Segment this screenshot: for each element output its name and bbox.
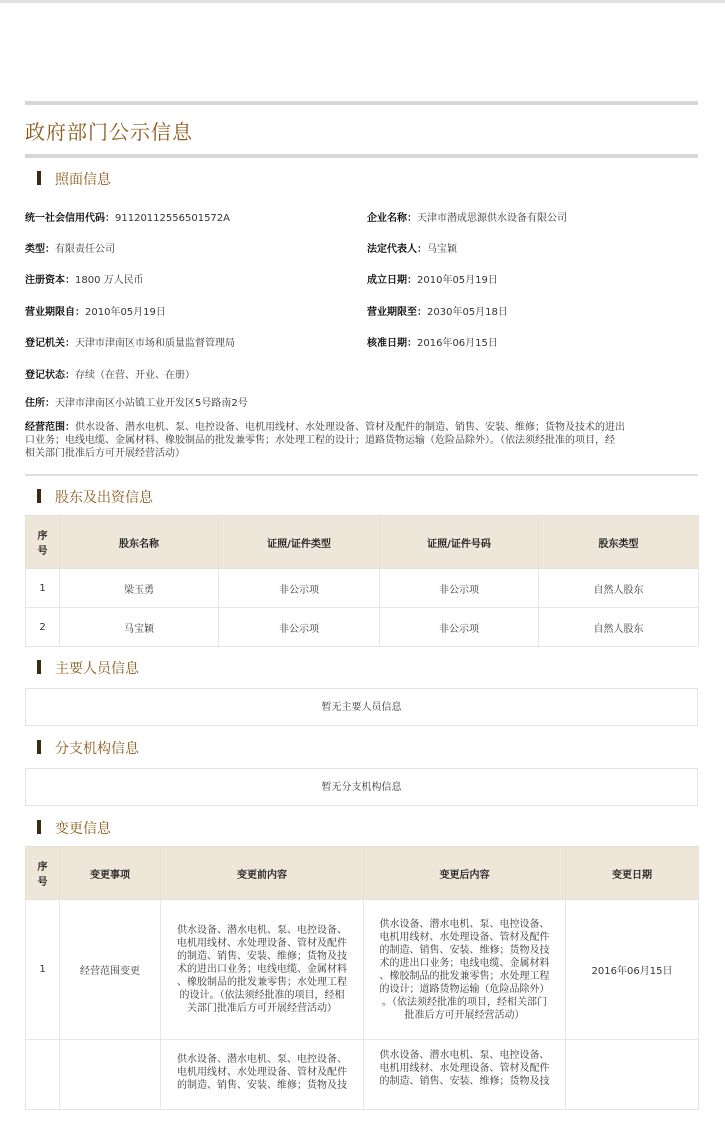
section-marker xyxy=(37,820,41,834)
table-row xyxy=(26,608,699,647)
header-no: 序号 xyxy=(26,847,60,900)
status-label: 登记状态： xyxy=(25,370,75,381)
term-start-value: 2010年05月19日 xyxy=(85,307,166,318)
section-marker xyxy=(37,171,41,185)
text-line: 供水设备、潜水电机、泵、电控设备、 xyxy=(379,918,550,930)
text-line: 电机用线材、水处理设备、管材及配件 xyxy=(379,1063,550,1074)
cell-date xyxy=(566,1040,699,1110)
cell-id-type: 非公示项 xyxy=(219,569,380,608)
legal-rep-field xyxy=(367,240,457,255)
text-line: 供水设备、潜水电机、泵、电控设备、 xyxy=(379,1050,550,1061)
text-line: 批准后方可开展经营活动） xyxy=(404,1009,525,1021)
header-after: 变更后内容 xyxy=(364,847,566,900)
cell-no xyxy=(26,1040,60,1110)
text-line: 电机用线材、水处理设备、管材及配件 xyxy=(379,931,550,943)
company-name-label: 企业名称： xyxy=(367,213,417,224)
address-field xyxy=(25,394,248,409)
scope-line-3: 相关部门批准后方可开展经营活动） xyxy=(25,448,185,459)
cell-no: 1 xyxy=(26,900,60,1040)
text-line: 的设计；道路货物运输（危险品除外） xyxy=(379,983,550,995)
approval-date-label: 核准日期： xyxy=(367,338,417,349)
company-name-value: 天津市潜成思源供水设备有限公司 xyxy=(417,213,567,224)
text-line: 的制造、销售、安装、维修；货物及技 xyxy=(379,1076,550,1087)
changes-table xyxy=(25,846,699,1110)
credit-code-value: 91120112556501572A xyxy=(115,213,230,224)
text-line: 的制造、销售、安装、维修；货物及技 xyxy=(177,1080,347,1091)
header-id-number: 证照/证件号码 xyxy=(380,516,539,569)
cell-item: 经营范围变更 xyxy=(60,900,161,1040)
cell-id-number: 非公示项 xyxy=(380,569,539,608)
before-content xyxy=(162,924,362,1015)
scope-line-1: 供水设备、潜水电机、泵、电控设备、电机用线材、水处理设备、管材及配件的制造、销售、安装、维修；货物及技术的进出 xyxy=(75,422,625,433)
text-line: 术的进出口业务；电线电缆、金属材料 xyxy=(177,964,347,975)
header-no: 序号 xyxy=(26,516,60,569)
cell-name: 梁玉勇 xyxy=(60,569,219,608)
cell-no: 1 xyxy=(26,569,60,608)
status-value: 存续（在营、开业、在册） xyxy=(75,370,195,381)
found-date-label: 成立日期： xyxy=(367,275,417,286)
authority-label: 登记机关： xyxy=(25,338,75,349)
section-marker xyxy=(37,489,41,503)
text-line: 供水设备、潜水电机、泵、电控设备、 xyxy=(177,925,347,936)
text-line: 术的进出口业务；电线电缆、金属材料 xyxy=(379,957,550,969)
section-marker xyxy=(37,740,41,754)
header-date: 变更日期 xyxy=(566,847,699,900)
found-date-value: 2010年05月19日 xyxy=(417,275,498,286)
term-start-label: 营业期限自： xyxy=(25,307,85,318)
header-item: 变更事项 xyxy=(60,847,161,900)
type-value: 有限责任公司 xyxy=(55,244,115,255)
cell-holder-type: 自然人股东 xyxy=(539,569,699,608)
type-field xyxy=(25,240,115,255)
approval-date-value: 2016年06月15日 xyxy=(417,338,498,349)
scope-line-2: 口业务；电线电缆、金属材料、橡胶制品的批发兼零售；水处理工程的设计；道路货物运输（危险品除外）。（依法须经批准的项目，经 xyxy=(25,435,615,446)
top-edge xyxy=(0,0,725,3)
address-value: 天津市津南区小站镇工业开发区5号路南2号 xyxy=(55,398,248,409)
header-before: 变更前内容 xyxy=(161,847,364,900)
credit-code-field xyxy=(25,209,230,224)
header-rule xyxy=(25,101,698,105)
shareholders-table xyxy=(25,515,699,647)
section-marker xyxy=(37,660,41,674)
cell-before xyxy=(161,1040,364,1110)
cell-id-type: 非公示项 xyxy=(219,608,380,647)
text-line: 。（依法须经批准的项目，经相关部门 xyxy=(382,996,547,1008)
cell-after xyxy=(364,1040,566,1110)
table-row xyxy=(26,900,699,1040)
type-label: 类型： xyxy=(25,244,55,255)
section-title: 分支机构信息 xyxy=(55,741,139,757)
section-title: 变更信息 xyxy=(55,821,111,837)
text-line: 电机用线材、水处理设备、管材及配件 xyxy=(177,1067,347,1078)
capital-value: 1800 万人民币 xyxy=(75,275,144,286)
text-line: 的制造、销售、安装、维修；货物及技 xyxy=(177,951,347,962)
after-content xyxy=(365,1041,564,1088)
branches-empty-message: 暂无分支机构信息 xyxy=(25,768,698,806)
section-divider xyxy=(25,474,698,476)
cell-holder-type: 自然人股东 xyxy=(539,608,699,647)
header-id-type: 证照/证件类型 xyxy=(219,516,380,569)
company-name-field xyxy=(367,209,567,224)
text-line: 的设计。（依法须经批准的项目，经相 xyxy=(179,990,345,1001)
scope-label: 经营范围： xyxy=(25,422,75,433)
cell-before xyxy=(161,900,364,1040)
after-content xyxy=(365,918,564,1022)
credit-code-label: 统一社会信用代码： xyxy=(25,213,115,224)
section-title: 股东及出资信息 xyxy=(55,490,153,506)
table-header-row xyxy=(26,847,699,900)
cell-id-number: 非公示项 xyxy=(380,608,539,647)
before-content xyxy=(162,1041,362,1092)
header-holder-type: 股东类型 xyxy=(539,516,699,569)
business-scope xyxy=(25,421,650,460)
authority-value: 天津市津南区市场和质量监督管理局 xyxy=(75,338,235,349)
capital-label: 注册资本： xyxy=(25,275,75,286)
table-row xyxy=(26,569,699,608)
found-date-field xyxy=(367,271,498,286)
approval-date-field xyxy=(367,334,498,349)
text-line: 电机用线材、水处理设备、管材及配件 xyxy=(177,938,347,949)
term-end-value: 2030年05月18日 xyxy=(427,307,508,318)
address-label: 住所： xyxy=(25,398,55,409)
page-title: 政府部门公示信息 xyxy=(25,120,193,144)
term-end-field xyxy=(367,303,508,318)
table-row xyxy=(26,1040,699,1110)
text-line: 、橡胶制品的批发兼零售；水处理工程 xyxy=(177,977,347,988)
text-line: 供水设备、潜水电机、泵、电控设备、 xyxy=(177,1054,347,1065)
cell-date: 2016年06月15日 xyxy=(566,900,699,1040)
header-name: 股东名称 xyxy=(60,516,219,569)
personnel-empty-message: 暂无主要人员信息 xyxy=(25,688,698,726)
cell-after xyxy=(364,900,566,1040)
header-rule-bottom xyxy=(25,154,698,158)
term-end-label: 营业期限至： xyxy=(367,307,427,318)
text-line: 关部门批准后方可开展经营活动） xyxy=(187,1003,337,1014)
text-line: 的制造、销售、安装、维修；货物及技 xyxy=(379,944,550,956)
section-title: 照面信息 xyxy=(55,172,111,188)
text-line: 、橡胶制品的批发兼零售；水处理工程 xyxy=(379,970,550,982)
cell-name: 马宝颖 xyxy=(60,608,219,647)
table-header-row xyxy=(26,516,699,569)
legal-rep-label: 法定代表人： xyxy=(367,244,427,255)
term-start-field xyxy=(25,303,166,318)
capital-field xyxy=(25,271,144,286)
section-title: 主要人员信息 xyxy=(55,661,139,677)
cell-no: 2 xyxy=(26,608,60,647)
cell-item xyxy=(60,1040,161,1110)
status-field xyxy=(25,366,195,381)
legal-rep-value: 马宝颖 xyxy=(427,244,457,255)
authority-field xyxy=(25,334,235,349)
